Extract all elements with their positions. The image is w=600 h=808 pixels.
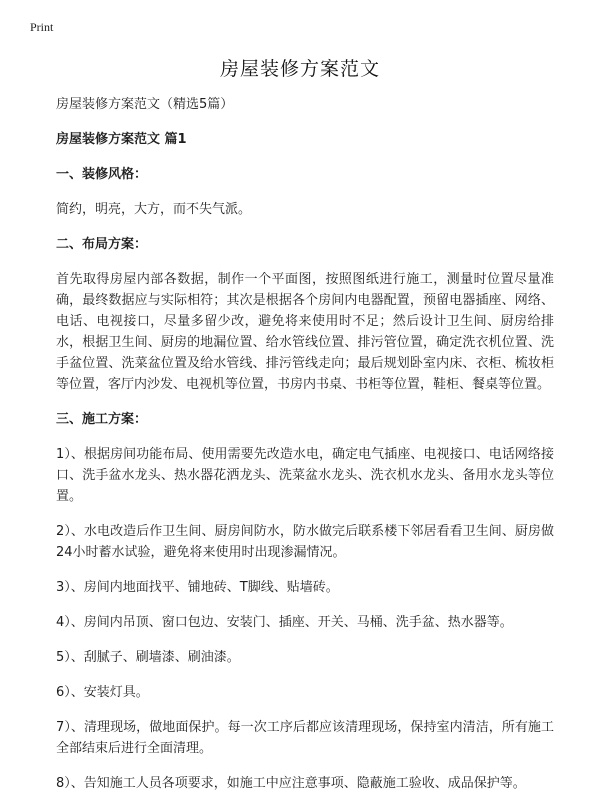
construction-step: 6）、安装灯具。 — [56, 685, 149, 700]
section-heading-layout: 二、布局方案： — [56, 237, 148, 252]
section-text-layout: 首先取得房屋内部各数据，制作一个平面图，按照图纸进行施工，测量时位置尽量准确，最终数据应与实际相符；其次是根据各个房间内电器配置，预留电器插座、网络、电话、电视接口，尽量多留少改，避免将来使用时不足；然后设计卫生间、厨房给排水，根据卫生间、厨房的地漏位置、给水管线位置、排污管位置，确定洗衣机位置、洗手盆位置、洗菜盆位置及给水管线、排污管线走向；最后规划卧室内床、衣柜、梳妆柜等位置，客厅内沙发、电视机等位置，书房内书桌、书柜等位置，鞋柜、餐桌等位置。 — [56, 272, 554, 392]
construction-step: 2）、水电改造后作卫生间、厨房间防水，防水做完后联系楼下邻居看看卫生间、厨房做24小时蓄水试验，避免将来使用时出现渗漏情况。 — [56, 524, 554, 560]
construction-step: 3）、房间内地面找平、铺地砖、T脚线、贴墙砖。 — [56, 580, 339, 595]
section-heading-construction: 三、施工方案： — [56, 412, 148, 427]
article-heading: 房屋装修方案范文 篇1 — [56, 132, 187, 147]
construction-step: 7）、清理现场，做地面保护。每一次工序后都应该清理现场，保持室内清洁，所有施工全部结束后进行全面清理。 — [56, 720, 554, 756]
construction-step: 1）、根据房间功能布局、使用需要先改造水电，确定电气插座、电视接口、电话网络接口、洗手盆水龙头、热水器花洒龙头、洗菜盆水龙头、洗衣机水龙头、备用水龙头等位置。 — [56, 447, 554, 504]
construction-step: 8）、告知施工人员各项要求，如施工中应注意事项、隐蔽施工验收、成品保护等。 — [56, 776, 526, 791]
document-title: 房屋装修方案范文 — [219, 58, 380, 80]
construction-step: 4）、房间内吊顶、窗口包边、安装门、插座、开关、马桶、洗手盆、热水器等。 — [56, 615, 513, 630]
section-heading-style: 一、装修风格： — [56, 167, 148, 182]
section-text-style: 简约，明亮，大方，而不失气派。 — [56, 202, 252, 217]
print-label: Print — [30, 20, 54, 34]
document-body — [56, 94, 554, 808]
subtitle: 房屋装修方案范文（精选5篇） — [56, 97, 234, 112]
construction-step: 5）、刮腻子、刷墙漆、刷油漆。 — [56, 650, 240, 665]
